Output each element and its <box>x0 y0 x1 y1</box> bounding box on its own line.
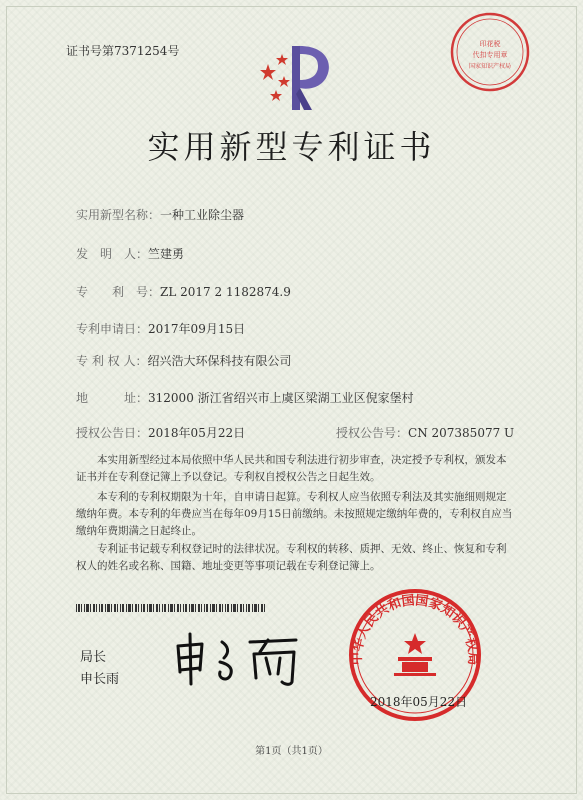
document-title: 实用新型专利证书 <box>147 128 436 166</box>
field-value: 一种工业除尘器 <box>160 208 245 222</box>
field-value: 竺建勇 <box>148 247 185 261</box>
field-value: ZL 2017 2 1182874.9 <box>160 285 291 299</box>
field-label: 地 址： <box>76 391 149 405</box>
svg-text:国家知识产权局: 国家知识产权局 <box>468 63 512 70</box>
field-value: 绍兴浩大环保科技有限公司 <box>147 354 292 368</box>
field-grant-date <box>76 424 245 441</box>
paragraph-3: 专利证书记载专利权登记时的法律状况。专利权的转移、质押、无效、终止、恢复和专利权人的姓名或名称、国籍、地址变更等事项记载在专利登记簿上。 <box>76 543 507 572</box>
seal-text: 中华人民共和国国家知识产权局 <box>349 593 481 666</box>
seal-date: 2018年05月22日 <box>370 695 468 709</box>
field-value: 2017年09月15日 <box>148 322 246 336</box>
barcode-icon <box>76 604 266 612</box>
svg-text:印花税: 印花税 <box>479 40 501 48</box>
paragraph-2: 本专利的专利权期限为十年，自申请日起算。专利权人应当依照专利法及其实施细则规定缴纳年费。本专利的年费应当在每年09月15日前缴纳。未按照规定缴纳年费的，专利权自应当缴纳年费期满之日起终止。 <box>76 491 513 537</box>
field-application-date <box>76 320 245 337</box>
field-label: 发 明 人： <box>76 247 149 261</box>
field-label: 专 利 权 人： <box>76 354 148 368</box>
field-label: 专利申请日： <box>76 322 149 336</box>
field-inventor <box>76 245 184 262</box>
field-label: 专 利 号： <box>76 285 161 299</box>
certificate-number: 证书号第7371254号 <box>66 44 180 58</box>
field-value: 312000 浙江省绍兴市上虞区梁湖工业区倪家堡村 <box>148 391 414 405</box>
field-label: 授权公告日： <box>76 426 149 440</box>
page-footer: 第1页（共1页） <box>255 746 328 757</box>
field-address <box>76 389 414 406</box>
field-label: 授权公告号： <box>336 426 409 440</box>
patent-office-logo-icon <box>256 40 336 116</box>
field-value: CN 207385077 U <box>408 426 515 440</box>
director-name: 申长雨 <box>80 672 120 687</box>
field-patentee <box>76 352 291 369</box>
handwritten-signature-icon <box>170 628 310 688</box>
director-title: 局长 <box>80 650 107 665</box>
agency-seal-icon <box>448 10 532 94</box>
field-utility-model-name <box>76 206 244 223</box>
paragraph-1: 本实用新型经过本局依照中华人民共和国专利法进行初步审查，决定授予专利权，颁发本证书并在专利登记簿上予以登记。专利权自授权公告之日起生效。 <box>76 454 507 483</box>
field-patent-number <box>76 283 291 300</box>
field-value: 2018年05月22日 <box>148 426 246 440</box>
svg-text:代扣专用章: 代扣专用章 <box>472 51 508 59</box>
field-grant-pub-no <box>336 424 514 441</box>
field-label: 实用新型名称： <box>76 208 161 222</box>
